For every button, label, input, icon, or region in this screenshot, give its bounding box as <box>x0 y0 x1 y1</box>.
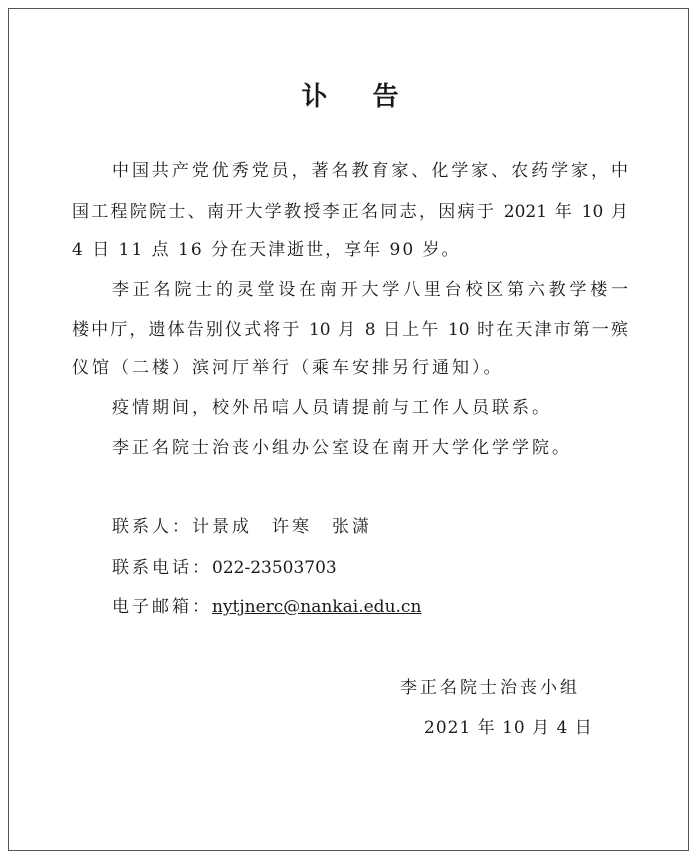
paragraph-2-line-1: 李正名院士的灵堂设在南开大学八里台校区第六教学楼一 <box>112 280 628 300</box>
paragraph-2-line-2: 楼中厅，遗体告别仪式将于 10 月 8 日上午 10 时在天津市第一殡 <box>72 320 628 340</box>
paragraph-4: 李正名院士治丧小组办公室设在南开大学化学学院。 <box>112 438 572 458</box>
signature-date: 2021 年 10 月 4 日 <box>424 718 593 738</box>
paragraph-1-line-2: 国工程院院士、南开大学教授李正名同志，因病于 2021 年 10 月 <box>72 202 628 222</box>
contact-email-link[interactable]: nytjnerc@nankai.edu.cn <box>212 597 422 617</box>
paragraph-2-line-3: 仪馆（二楼）滨河厅举行（乘车安排另行通知）。 <box>72 358 504 378</box>
paragraph-3: 疫情期间，校外吊唁人员请提前与工作人员联系。 <box>112 398 552 418</box>
contact-persons-names: 计景成 许寒 张潇 <box>192 517 372 537</box>
contact-persons <box>112 516 372 538</box>
contact-phone-label: 联系电话： <box>112 558 212 578</box>
paragraph-1-line-1: 中国共产党优秀党员，著名教育家、化学家、农药学家，中 <box>112 161 628 181</box>
contact-phone <box>112 557 337 579</box>
contact-email-label: 电子邮箱： <box>112 597 212 617</box>
contact-phone-number: 022-23503703 <box>212 558 337 578</box>
paragraph-1-line-3: 4 日 11 点 16 分在天津逝世，享年 90 岁。 <box>72 240 461 260</box>
contact-persons-label: 联系人： <box>112 517 192 537</box>
contact-email <box>112 596 421 618</box>
page-title: 讣 告 <box>301 82 417 112</box>
signature-organization: 李正名院士治丧小组 <box>400 678 580 698</box>
